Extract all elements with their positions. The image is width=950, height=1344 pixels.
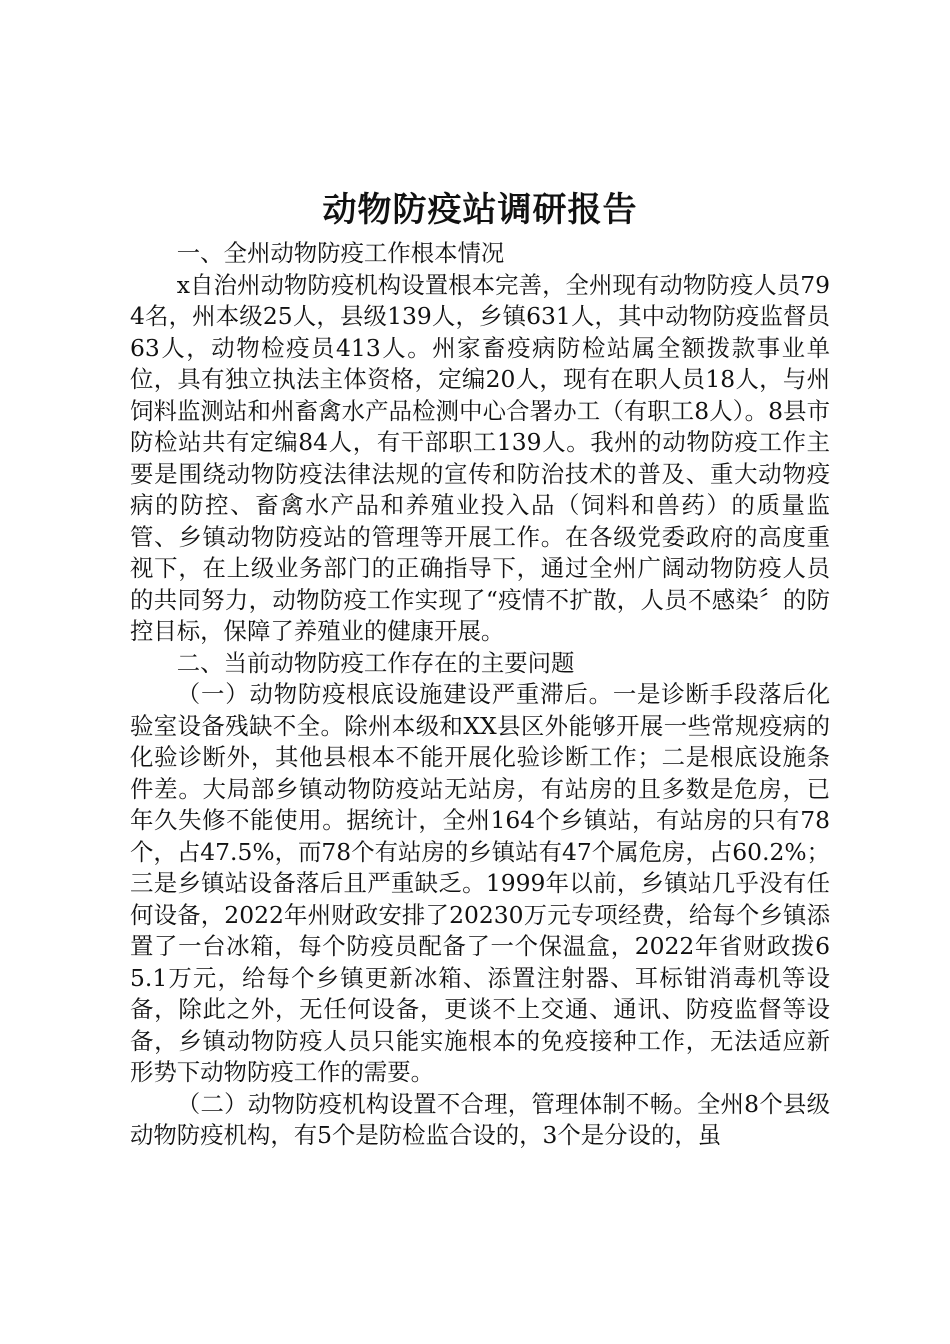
paragraph-infrastructure: （一）动物防疫根底设施建设严重滞后。一是诊断手段落后化验室设备残缺不全。除州本级和XX县区外能够开展一些常规疫病的化验诊断外，其他县根本不能开展化验诊断工作；二是根底设施条件差。大局部乡镇动物防疫站无站房，有站房的且多数是危房，已年久失修不能使用。据统计，全州164个乡镇站，有站房的只有78个，占47.5%，而78个有站房的乡镇站有47个属危房，占60.2%；三是乡镇站设备落后且严重缺乏。1999年以前，乡镇站几乎没有任何设备，2022年州财政安排了20230万元专项经费，给每个乡镇添置了一台冰箱，每个防疫员配备了一个保温盒，2022年省财政拨65.1万元，给每个乡镇更新冰箱、添置注射器、耳标钳消毒机等设备，除此之外，无任何设备，更谈不上交通、通讯、防疫监督等设备，乡镇动物防疫人员只能实施根本的免疫接种工作，无法适应新形势下动物防疫工作的需要。: [130, 680, 830, 1086]
paragraph-overview: x自治州动物防疫机构设置根本完善，全州现有动物防疫人员794名，州本级25人，县级139人，乡镇631人，其中动物防疫监督员63人，动物检疫员413人。州家畜疫病防检站属全额拨款事业单位，具有独立执法主体资格，定编20人，现有在职人员18人，与州饲料监测站和州畜禽水产品检测中心合署办工（有职工8人）。8县市防检站共有定编84人，有干部职工139人。我州的动物防疫工作主要是围绕动物防疫法律法规的宣传和防治技术的普及、重大动物疫病的防控、畜禽水产品和养殖业投入品（饲料和兽药）的质量监管、乡镇动物防疫站的管理等开展工作。在各级党委政府的高度重视下，在上级业务部门的正确指导下，通过全州广阔动物防疫人员的共同努力，动物防疫工作实现了“疫情不扩散，人员不感染〞的防控目标，保障了养殖业的健康开展。: [130, 270, 830, 645]
section-heading-1: 一、全州动物防疫工作根本情况: [176, 239, 505, 267]
document-page: [130, 186, 830, 1152]
section-heading-2: 二、当前动物防疫工作存在的主要问题: [176, 648, 575, 677]
paragraph-management: （二）动物防疫机构设置不合理，管理体制不畅。全州8个县级动物防疫机构，有5个是防检监合设的，3个是分设的，虽: [130, 1089, 830, 1149]
document-title: 动物防疫站调研报告: [322, 190, 638, 230]
